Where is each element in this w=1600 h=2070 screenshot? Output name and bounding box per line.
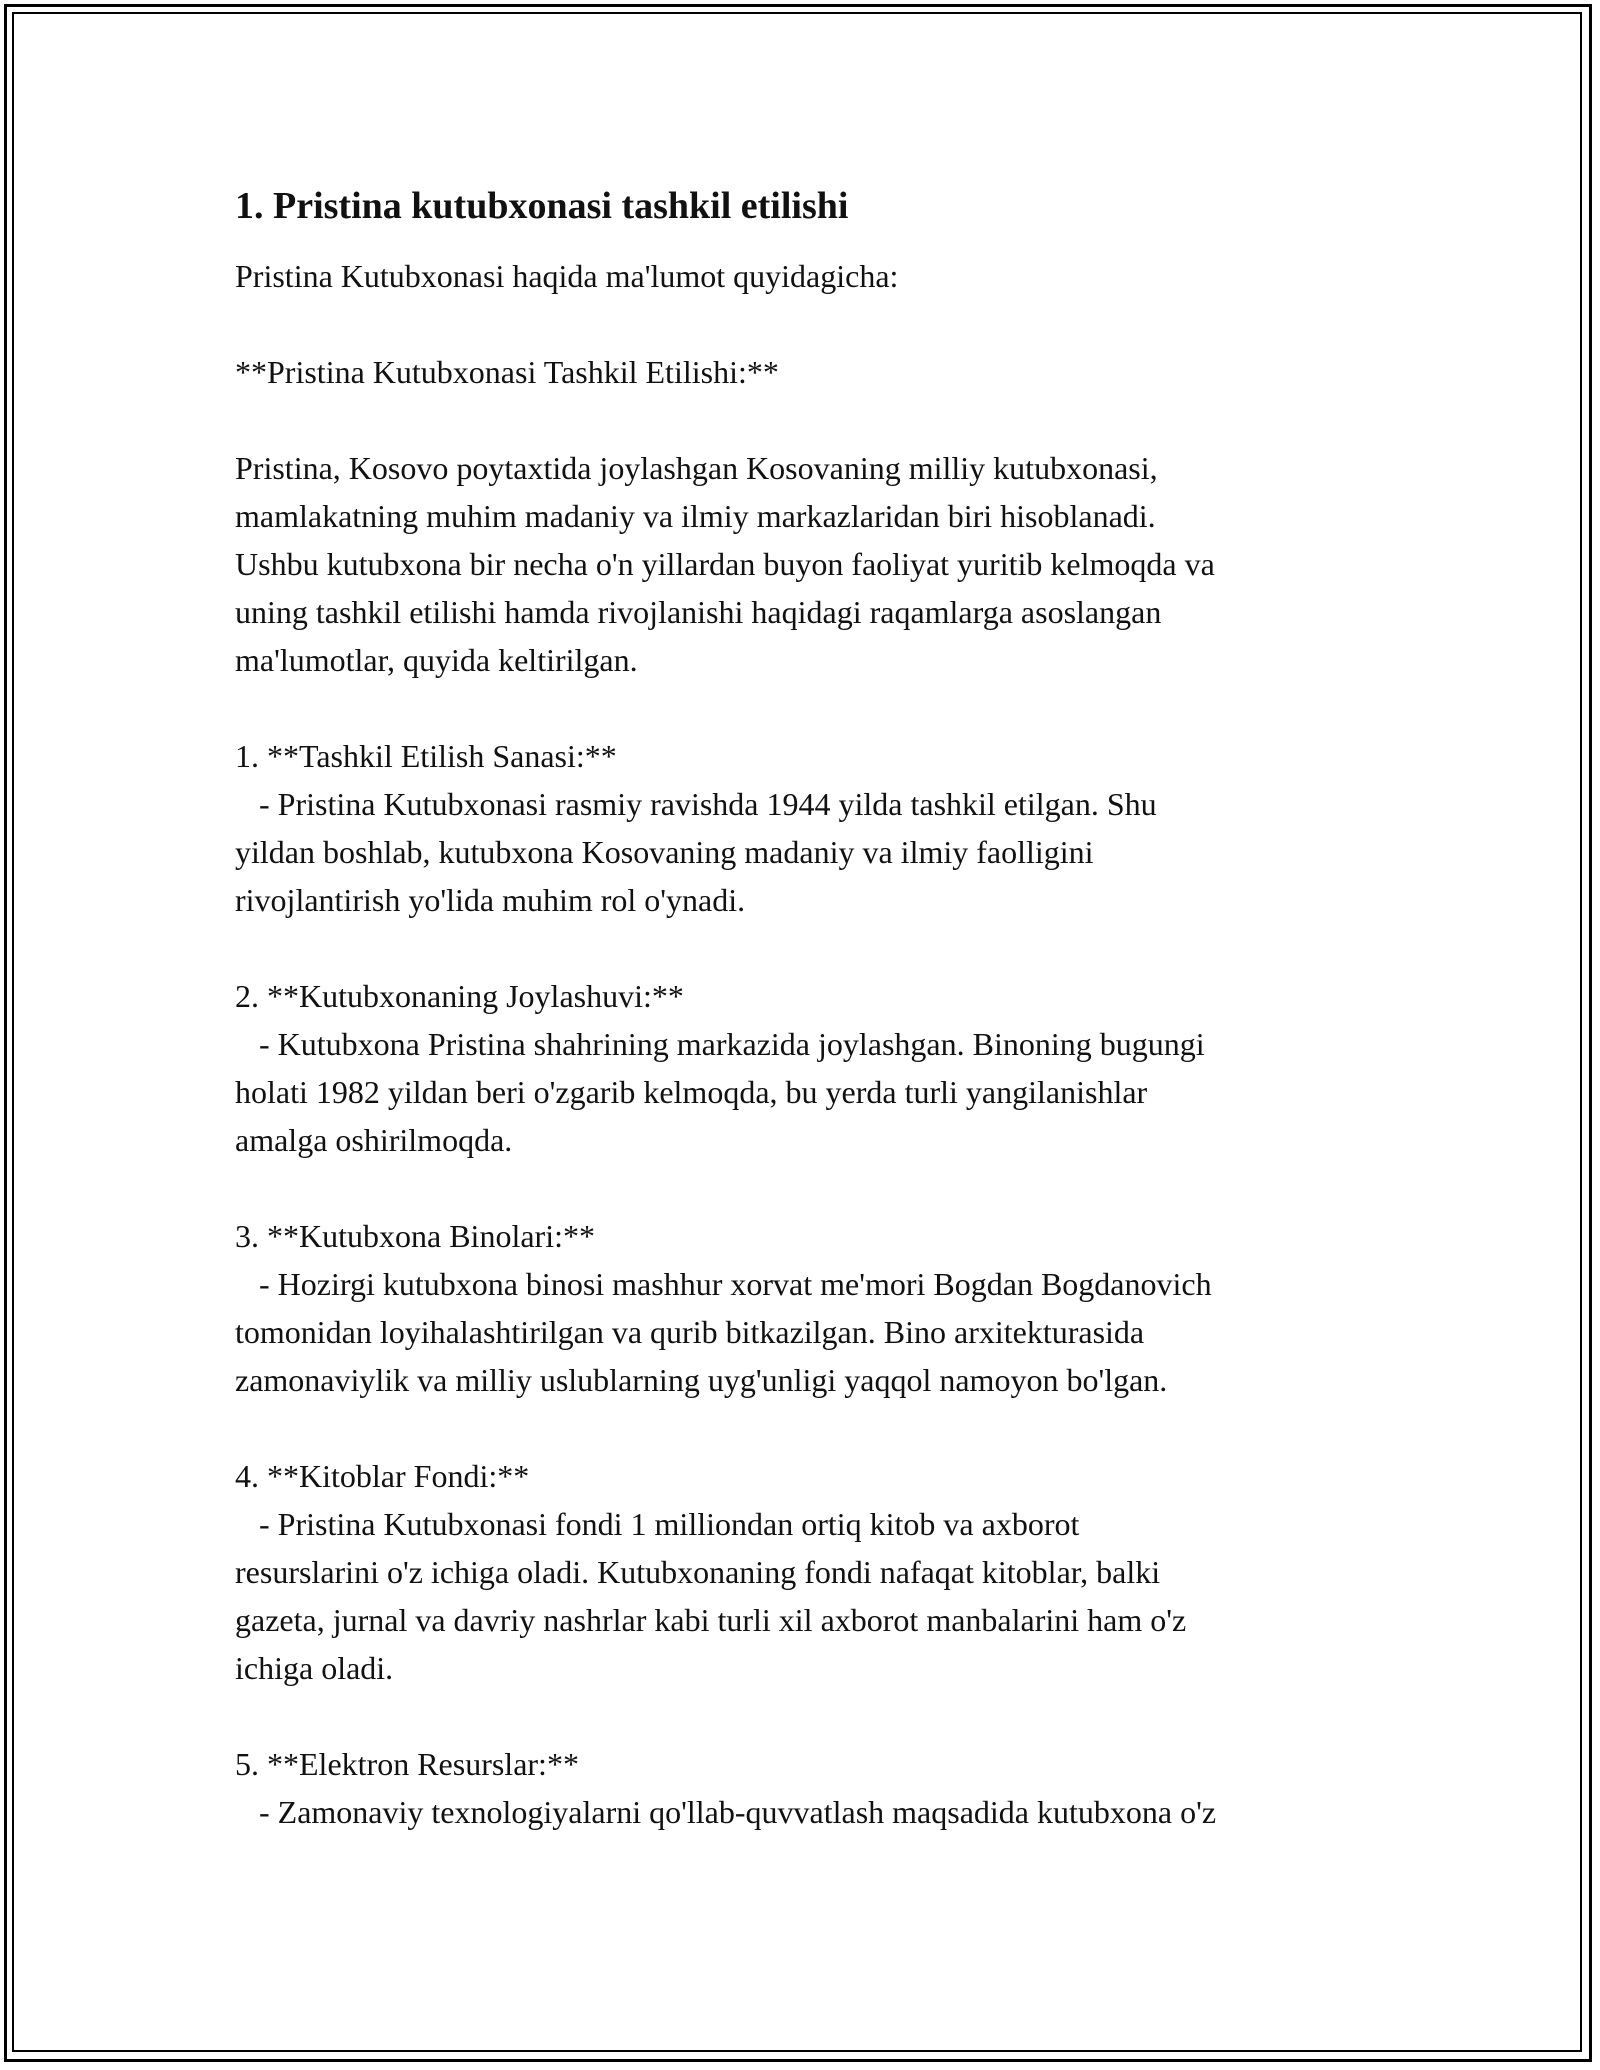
list-item-book-collection: 4. **Kitoblar Fondi:** - Pristina Kutubxonasi fondi 1 milliondan ortiq kitob va axborot resurslarini o'z ichiga oladi. Kutubxonaning fondi nafaqat kitoblar, balki gazeta, jurnal va davriy nashrlar kabi turli xil axborot manbalarini ham o'z ichiga oladi. [235,1458,1187,1686]
document-body [235,182,1385,1836]
section-title-paragraph: **Pristina Kutubxonasi Tashkil Etilishi:** [235,354,779,390]
list-item-location: 2. **Kutubxonaning Joylashuvi:** - Kutubxona Pristina shahrining markazida joylashgan. Binoning bugungi holati 1982 yildan beri o'zgarib kelmoqda, bu yerda turli yangilanishlar amalga oshirilmoqda. [235,978,1205,1158]
overview-paragraph: Pristina, Kosovo poytaxtida joylashgan Kosovaning milliy kutubxonasi, mamlakatning muhim madaniy va ilmiy markazlaridan biri hisoblanadi. Ushbu kutubxona bir necha o'n yillardan buyon faoliyat yuritib kelmoqda va uning tashkil etilishi hamda rivojlanishi haqidagi raqamlarga asoslangan ma'lumotlar, quyida keltirilgan. [235,450,1215,678]
document-heading: 1. Pristina kutubxonasi tashkil etilishi [235,185,849,227]
list-item-electronic-resources: 5. **Elektron Resurslar:** - Zamonaviy texnologiyalarni qo'llab-quvvatlash maqsadida kutubxona o'z [235,1746,1217,1830]
list-item-buildings: 3. **Kutubxona Binolari:** - Hozirgi kutubxona binosi mashhur xorvat me'mori Bogdan Bogdanovich tomonidan loyihalashtirilgan va qurib bitkazilgan. Bino arxitekturasida zamonaviylik va milliy uslublarning uyg'unligi yaqqol namoyon bo'lgan. [235,1218,1212,1398]
intro-paragraph: Pristina Kutubxonasi haqida ma'lumot quyidagicha: [235,258,899,294]
list-item-founding-date: 1. **Tashkil Etilish Sanasi:** - Pristina Kutubxonasi rasmiy ravishda 1944 yilda tashkil etilgan. Shu yildan boshlab, kutubxona Kosovaning madaniy va ilmiy faolligini rivojlantirish yo'lida muhim rol o'ynadi. [235,738,1157,918]
